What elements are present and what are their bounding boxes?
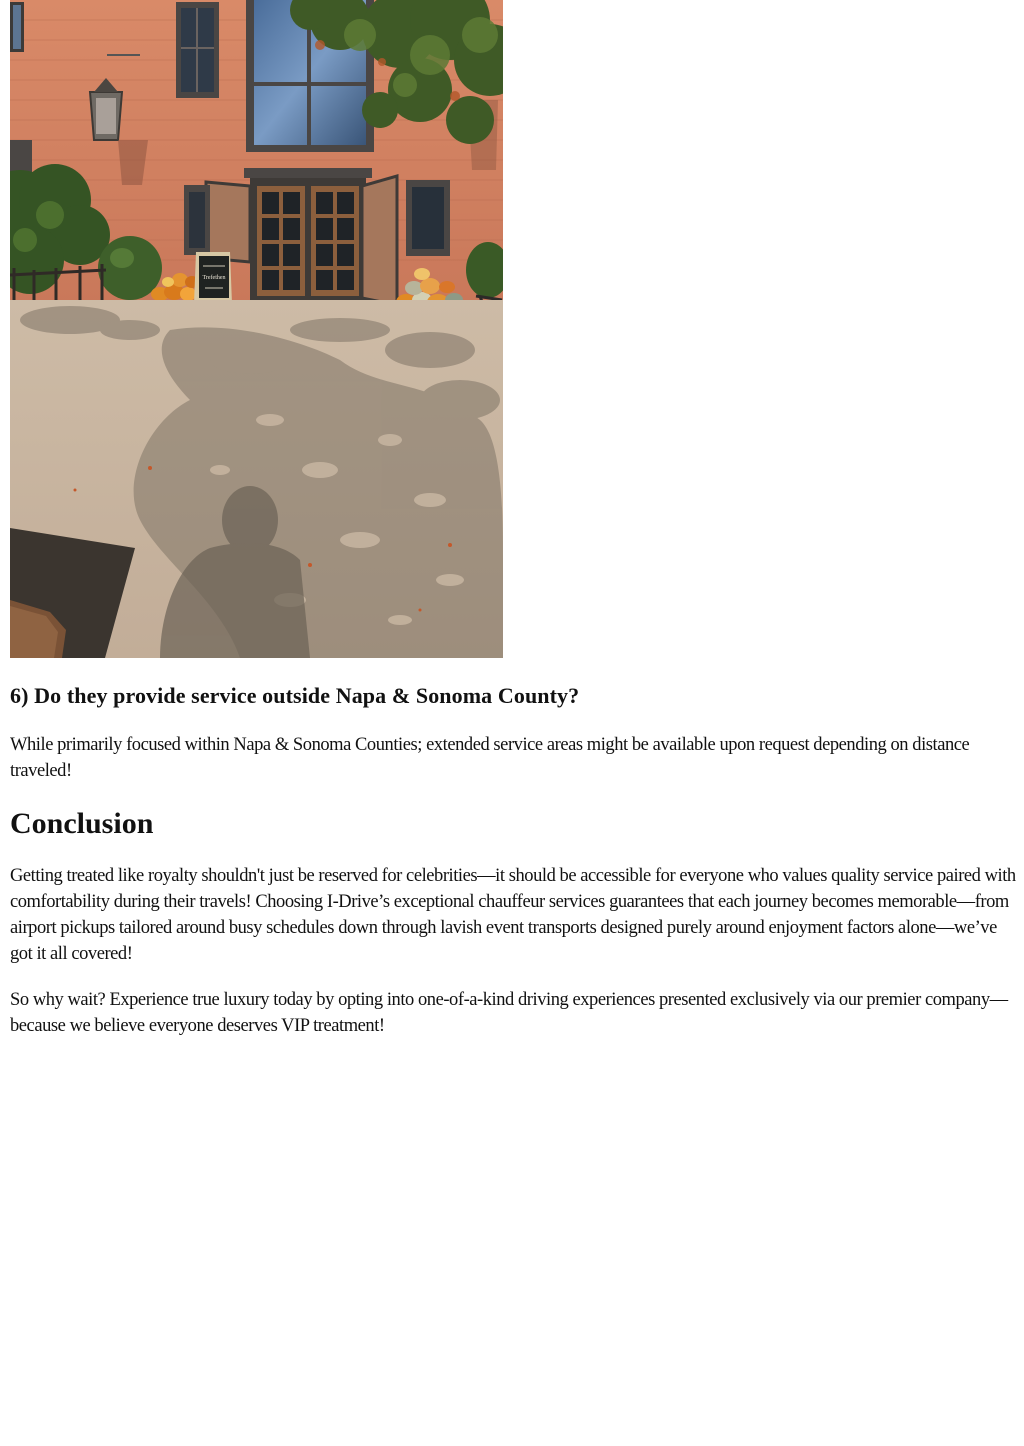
winery-entrance-photo: [10, 0, 503, 658]
faq-question-6: 6) Do they provide service outside Napa & Sonoma County?: [10, 683, 580, 708]
conclusion-heading: Conclusion: [10, 807, 154, 840]
conclusion-paragraph-1: Getting treated like royalty shouldn't just be reserved for celebrities—it should be accessible for everyone who values quality service paired with comfortability during their travels! Choosing I-Drive’s exceptional chauffeur services guarantees that each journey becomes memorable—from airport pickups tailored around busy schedules down through lavish event transports designed purely around enjoyment factors alone—we’ve got it all covered!: [10, 866, 1016, 964]
conclusion-paragraph-2: So why wait? Experience true luxury today by opting into one-of-a-kind driving experiences presented exclusively via our premier company—because we believe everyone deserves VIP treatment!: [10, 990, 1008, 1036]
sign-text: Trefethen: [202, 275, 226, 281]
faq-answer-6: While primarily focused within Napa & Sonoma Counties; extended service areas might be available upon request depending on distance traveled!: [10, 735, 970, 781]
article-content: [10, 0, 1018, 1039]
